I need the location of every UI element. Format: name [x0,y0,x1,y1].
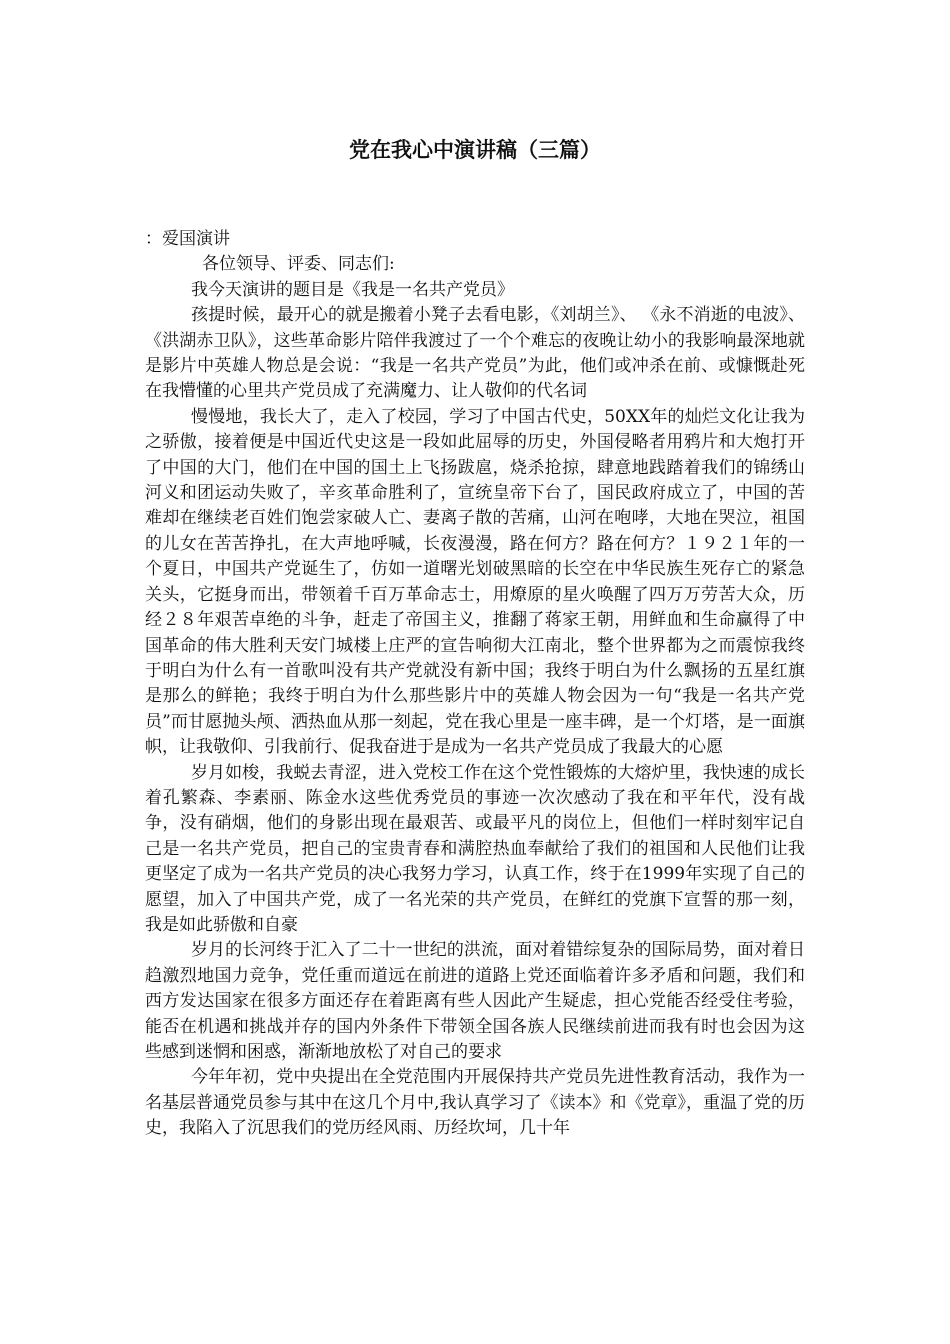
document-title: 党在我心中演讲稿（三篇） [349,138,601,162]
category-tag: ：爱国演讲 [145,229,230,249]
paragraph-joining-party: 岁月如梭，我蜕去青涩，进入党校工作在这个党性锻炼的大熔炉里，我快速的成长着孔繁森、李素丽、陈金水这些优秀党员的事迹一次次感动了我在和平年代，没有战争，没有硝烟，他们的身影出现在最艰苦、或最平凡的岗位上，但他们一样时刻牢记自己是一名共产党员，把自己的宝贵青春和满腔热血奉献给了我们的祖国和人民他们让我更坚定了成为一名共产党员的决心我努力学习，认真工作，终于在1999年实现了自己的愿望，加入了中国共产党，成了一名光荣的共产党员，在鲜红的党旗下宣誓的那一刻，我是如此骄傲和自豪 [145,762,805,935]
paragraph-speech-topic: 我今天演讲的题目是《我是一名共产党员》 [191,279,514,300]
document-body [145,227,805,1142]
paragraph-new-century: 岁月的长河终于汇入了二十一世纪的洪流，面对着错综复杂的国际局势，面对着日趋激烈地国力竞争，党任重而道远在前进的道路上党还面临着许多矛盾和问题，我们和西方发达国家在很多方面还存在着距离有些人因此产生疑虑，担心党能否经受住考验，能否在机遇和挑战并存的国内外条件下带领全国各族人民继续前进而我有时也会因为这些感到迷惘和困惑，渐渐地放松了对自己的要求 [145,940,805,1062]
paragraph-childhood: 孩提时候，最开心的就是搬着小凳子去看电影，《刘胡兰》、 《永不消逝的电波》、《洪湖赤卫队》，这些革命影片陪伴我渡过了一个个难忘的夜晚让幼小的我影响最深地就是影片中英雄人物总是会说：“我是一名共产党员”为此，他们或冲杀在前、或慷慨赴死在我懵懂的心里共产党员成了充满魔力、让人敬仰的代名词 [145,305,805,402]
salutation: 各位领导、评委、同志们: [202,254,395,275]
paragraph-history: 慢慢地，我长大了，走入了校园，学习了中国古代史，50XX年的灿烂文化让我为之骄傲，接着便是中国近代史这是一段如此屈辱的历史，外国侵略者用鸦片和大炮打开了中国的大门，他们在中国的国土上飞扬跋扈，烧杀抢掠，肆意地践踏着我们的锦绣山河义和团运动失败了，辛亥革命胜利了，宣统皇帝下台了，国民政府成立了，中国的苦难却在继续老百姓们饱尝家破人亡、妻离子散的苦痛，山河在咆哮，大地在哭泣，祖国的儿女在苦苦挣扎，在大声地呼喊，长夜漫漫，路在何方？路在何方？１９２１年的一个夏日，中国共产党诞生了，仿如一道曙光划破黑暗的长空在中华民族生死存亡的紧急关头，它挺身而出，带领着千百万革命志士，用燎原的星火唤醒了四万万劳苦大众，历经２８年艰苦卓绝的斗争，赶走了帝国主义，推翻了蒋家王朝，用鲜血和生命赢得了中国革命的伟大胜利天安门城楼上庄严的宣告响彻大江南北，整个世界都为之而震惊我终于明白为什么有一首歌叫没有共产党就没有新中国；我终于明白为什么飘扬的五星红旗是那么的鲜艳；我终于明白为什么那些影片中的英雄人物会因为一句“我是一名共产党员”而甘愿抛头颅、洒热血从那一刻起，党在我心里是一座丰碑，是一个灯塔，是一面旗帜，让我敬仰、引我前行、促我奋进于是成为一名共产党员成了我最大的心愿 [145,406,805,758]
paragraph-education-campaign: 今年年初，党中央提出在全党范围内开展保持共产党员先进性教育活动，我作为一名基层普通党员参与其中在这几个月中,我认真学习了《读本》和《党章》，重温了党的历史，我陷入了沉思我们的党历经风雨、历经坎坷，几十年 [145,1067,805,1139]
